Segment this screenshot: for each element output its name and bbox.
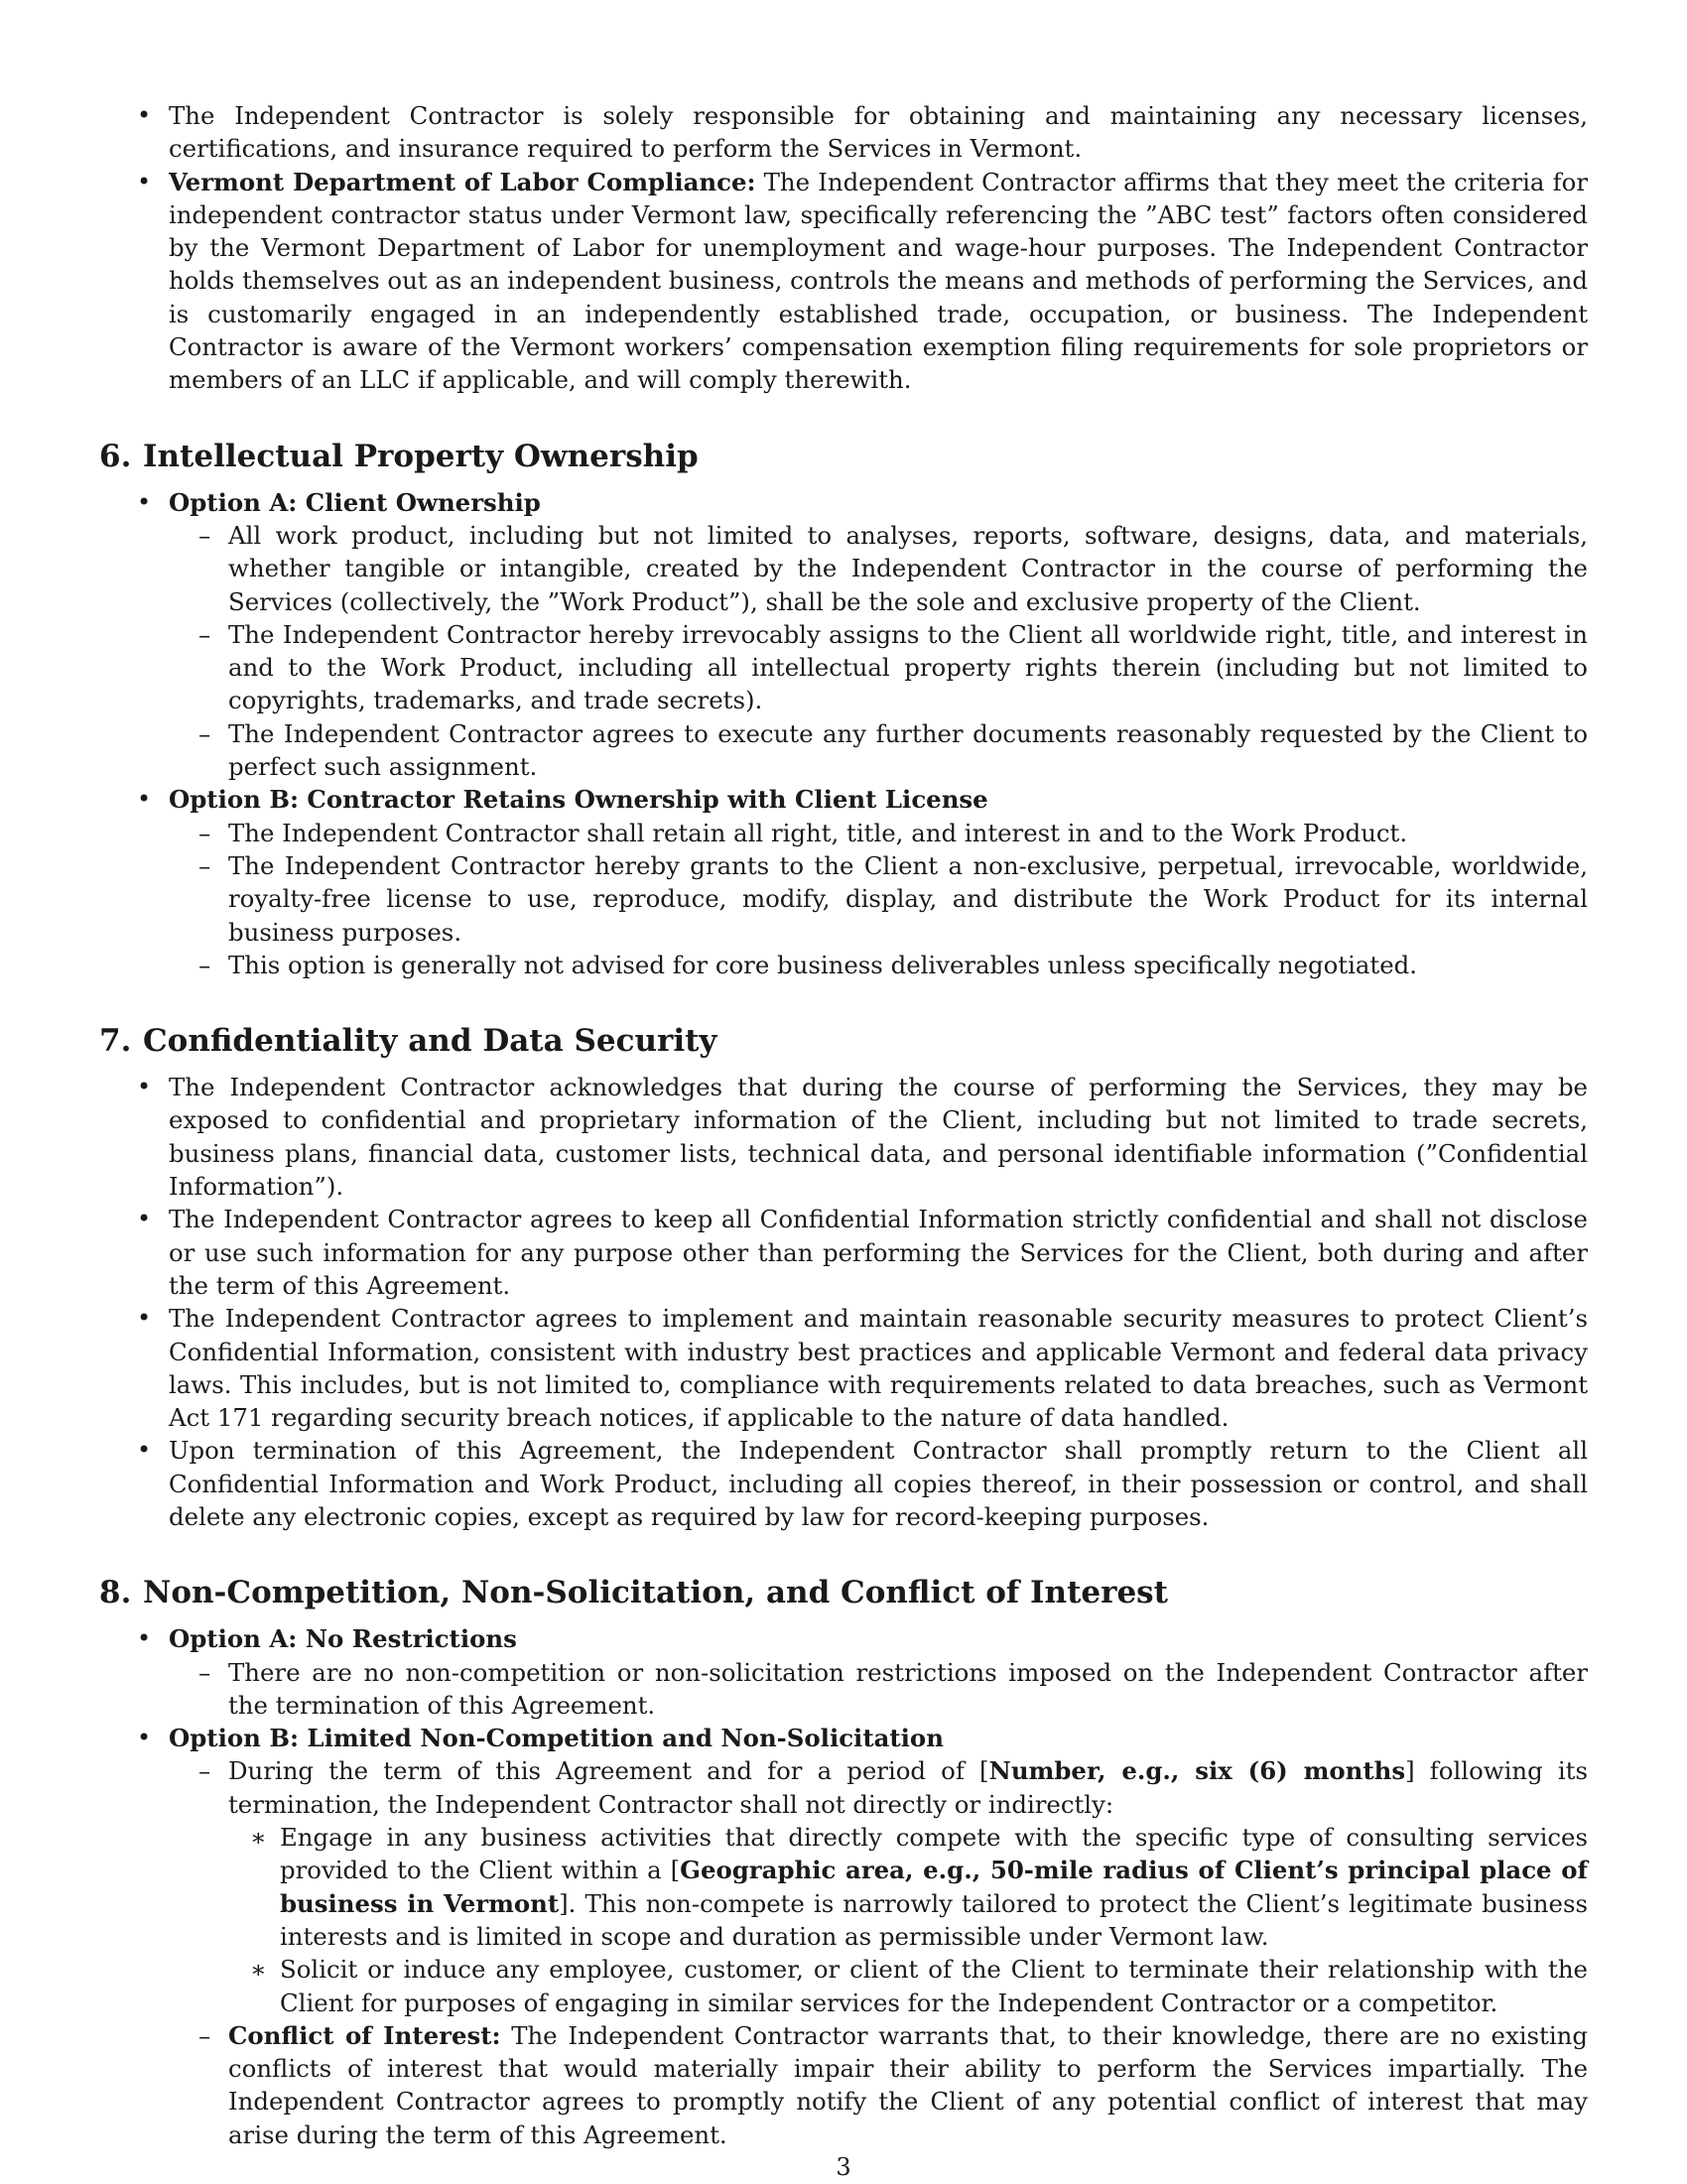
option-a (99, 1622, 1588, 1722)
term-placeholder: Number, e.g., six (6) months (988, 1756, 1406, 1786)
list-item: • The Independent Contractor is solely responsible for obtaining and maintaining any necessary licenses, certifications, and insurance required to perform the Services in Vermont. (99, 99, 1588, 166)
section-list (99, 1622, 1588, 2151)
section-list (99, 1071, 1588, 1533)
section-number: 7. (99, 1023, 132, 1060)
page-number: 3 (836, 2153, 851, 2181)
term-text: ] following its termination, the Independent Contractor shall not directly or indirectly: (228, 1756, 1588, 1819)
list-item (228, 1821, 1588, 1953)
section-title: Intellectual Property Ownership (143, 438, 699, 474)
section-heading (99, 1021, 1588, 1061)
section-title: Non-Competition, Non-Solicitation, and Conflict of Interest (143, 1575, 1168, 1611)
list-item (169, 1754, 1588, 2018)
section-number: 8. (99, 1575, 132, 1611)
sub-items (228, 1821, 1588, 2019)
intro-list (99, 99, 1588, 397)
item-lead: Conflict of Interest: (228, 2020, 501, 2050)
list-item: • Upon termination of this Agreement, the Independent Contractor shall promptly return to the Client all Confidential Information and Work Product, including all copies thereof, in their possession or control, and shall delete any electronic copies, except as required by law for record-keeping purposes. (99, 1434, 1588, 1533)
section-list (99, 486, 1588, 981)
geo-placeholder: Geographic area, e.g., 50-mile radius of Client’s principal place of business in Vermont (280, 1856, 1588, 1918)
section-title: Confidentiality and Data Security (143, 1023, 717, 1060)
item-text: ]. This non-compete is narrowly tailored to protect the Client’s legitimate business interests and is limited in scope and duration as permissible under Vermont law. (280, 1888, 1588, 1951)
section-heading (99, 1573, 1588, 1612)
list-item: – This option is generally not advised for core business deliverables unless specifically negotiated. (169, 949, 1588, 981)
list-item: • The Independent Contractor agrees to implement and maintain reasonable security measures to protect Client’s Confidential Information, consistent with industry best practices and applicable Vermont and federal data privacy laws. This includes, but is not limited to, compliance with requirements related to data breaches, such as Vermont Act 171 regarding security breach notices, if applicable to the nature of data handled. (99, 1302, 1588, 1434)
option-label: Option A: Client Ownership (169, 487, 541, 517)
term-text: During the term of this Agreement and for a period of [ (228, 1756, 989, 1786)
list-item: – The Independent Contractor shall retain all right, title, and interest in and to the Work Product. (169, 817, 1588, 849)
option-items (169, 519, 1588, 783)
list-item: – The Independent Contractor hereby irrevocably assigns to the Client all worldwide right, title, and interest in and to the Work Product, including all intellectual property rights therein (including but not limited to copyrights, trademarks, and trade secrets). (169, 618, 1588, 717)
option-items (169, 1754, 1588, 2151)
section-6 (99, 437, 1588, 981)
item-text: The Independent Contractor warrants that, to their knowledge, there are no existing conflicts of interest that would materially impair their ability to perform the Services impartially. The Independent Contractor agrees to promptly notify the Client of any potential conflict of interest that may arise during the term of this Agreement. (228, 2020, 1588, 2149)
section-heading (99, 437, 1588, 476)
option-b (99, 1722, 1588, 2151)
list-item: • The Independent Contractor agrees to keep all Confidential Information strictly confidential and shall not disclose or use such information for any purpose other than performing the Services for the Client, both during and after the term of this Agreement. (99, 1203, 1588, 1302)
list-item: – The Independent Contractor hereby grants to the Client a non-exclusive, perpetual, irrevocable, worldwide, royalty-free license to use, reproduce, modify, display, and distribute the Work Product for its internal business purposes. (169, 849, 1588, 949)
item-lead: Vermont Department of Labor Compliance: (169, 167, 756, 196)
list-item: • The Independent Contractor acknowledges that during the course of performing the Services, they may be exposed to confidential and proprietary information of the Client, including but not limited to trade secrets, business plans, financial data, customer lists, technical data, and personal identifiable information (”Confidential Information”). (99, 1071, 1588, 1203)
option-label: Option B: Limited Non-Competition and Non-Solicitation (169, 1724, 944, 1753)
list-item (169, 2019, 1588, 2151)
option-label: Option B: Contractor Retains Ownership with Client License (169, 785, 988, 815)
option-items (169, 1656, 1588, 1723)
list-item: – There are no non-competition or non-solicitation restrictions imposed on the Independent Contractor after the termination of this Agreement. (169, 1656, 1588, 1723)
option-items (169, 817, 1588, 981)
option-a (99, 486, 1588, 784)
item-text: The Independent Contractor affirms that they meet the criteria for independent contractor status under Vermont law, specifically referencing the ”ABC test” factors often considered by the Vermont Department of Labor for unemployment and wage-hour purposes. The Independent Contractor holds themselves out as an independent business, controls the means and methods of performing the Services, and is customarily engaged in an independently established trade, occupation, or business. The Independent Contractor is aware of the Vermont workers’ compensation exemption filing requirements for sole proprietors or members of an LLC if applicable, and will comply therewith. (169, 167, 1589, 395)
section-7 (99, 1021, 1588, 1533)
section-8 (99, 1573, 1588, 2151)
section-number: 6. (99, 438, 132, 474)
list-item (99, 166, 1588, 397)
option-label: Option A: No Restrictions (169, 1624, 517, 1654)
item-text: Engage in any business activities that directly compete with the specific type of consulting services provided to the Client within a [ (280, 1823, 1588, 1885)
list-item: ∗ Solicit or induce any employee, customer, or client of the Client to terminate their relationship with the Client for purposes of engaging in similar services for the Independent Contractor or a competitor. (228, 1953, 1588, 2019)
list-item: – The Independent Contractor agrees to execute any further documents reasonably requested by the Client to perfect such assignment. (169, 717, 1588, 784)
document-page (99, 99, 1589, 2181)
list-item: – All work product, including but not limited to analyses, reports, software, designs, data, and materials, whether tangible or intangible, created by the Independent Contractor in the course of performing the Services (collectively, the ”Work Product”), shall be the sole and exclusive property of the Client. (169, 519, 1588, 618)
option-b (99, 783, 1588, 981)
